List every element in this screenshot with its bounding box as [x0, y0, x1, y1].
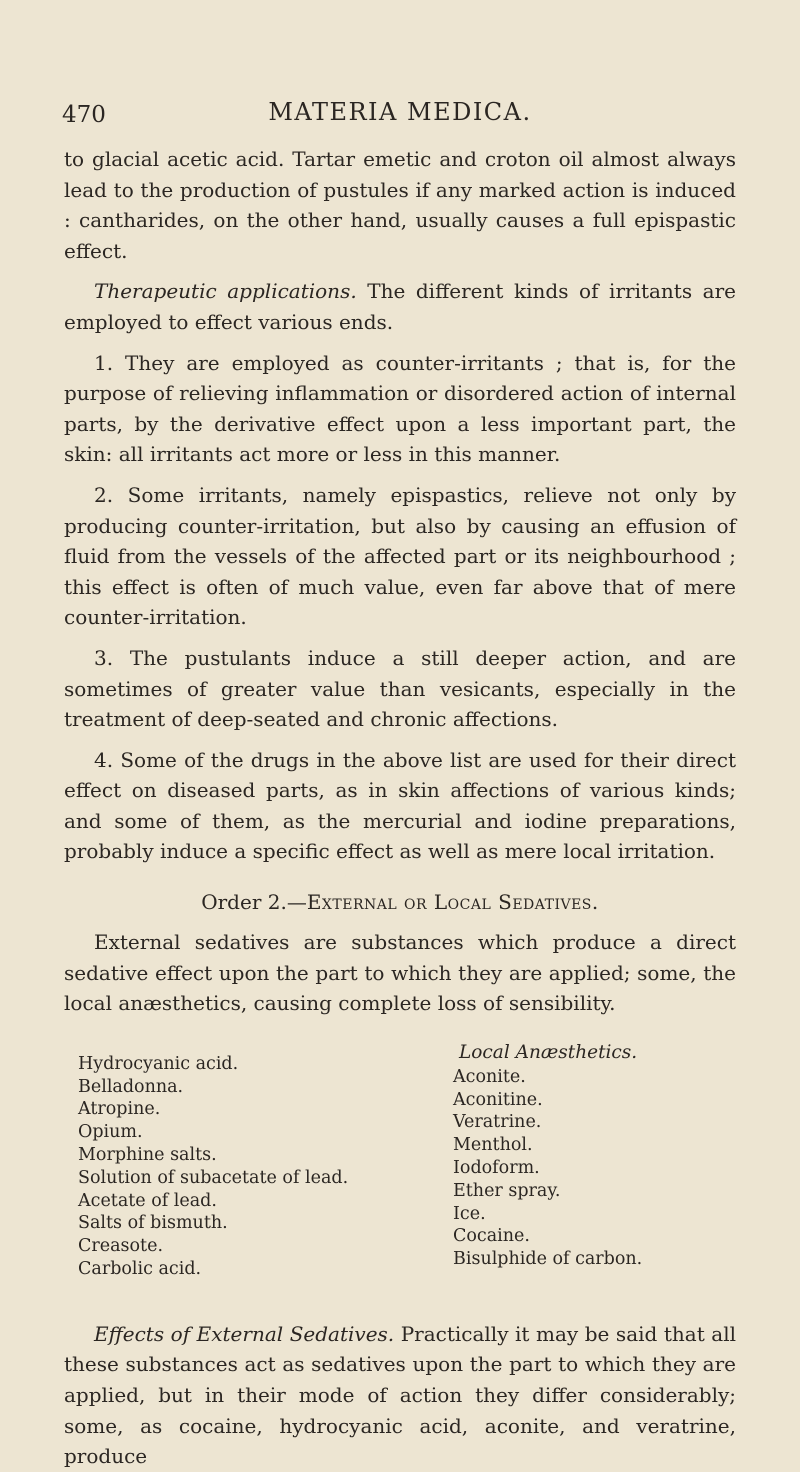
list-item: Iodoform. [453, 1158, 540, 1179]
intro-paragraph: to glacial acetic acid. Tartar emetic and croton oil almost always lead to the production of pustules if any marked action is induced : cantharides, on the other hand, usually causes a full epispastic effect. [64, 147, 736, 263]
therapeutic-heading: Therapeutic applications. [94, 279, 357, 304]
list-item: Ice. [453, 1203, 486, 1224]
order-prefix: Order 2.— [201, 890, 307, 915]
list-item: Menthol. [453, 1135, 533, 1156]
numbered-paragraph-1: 1. They are employed as counter-irritants ; that is, for the purpose of relieving inflammation or disordered action of internal parts, by the derivative effect upon a less important part, the skin: all irritants act more or less in this manner. [64, 350, 736, 467]
list-item: Opium. [78, 1122, 143, 1143]
list-item: Salts of bismuth. [78, 1213, 228, 1234]
numbered-paragraph-3: 3. The pustulants induce a still deeper action, and are sometimes of greater value than vesicants, especially in the treatment of deep-seated and chronic affections. [64, 645, 736, 732]
list-item: Bisulphide of carbon. [453, 1249, 643, 1270]
sedatives-list [78, 1053, 458, 1281]
running-title: MATERIA MEDICA. [268, 98, 532, 126]
list-item: Atropine. [78, 1099, 161, 1120]
page-number: 470 [62, 102, 106, 128]
effects-body: Practically it may be said that all these substances act as sedatives upon the part to which they are applied, but in their mode of action they differ considerably; some, as cocaine, hydrocyanic acid, aconite, and veratrine, produce [64, 1321, 736, 1469]
page-header [0, 92, 800, 132]
list-item: Cocaine. [453, 1226, 530, 1247]
drug-lists [64, 1041, 736, 1311]
numbered-paragraph-2: 2. Some irritants, namely epispastics, relieve not only by producing counter-irritation, but also by causing an effusion of fluid from the vessels of the affected part or its neighbourhood ; this effect is often of much value, even far above that of mere counter-irritation. [64, 482, 736, 630]
local-anaesthetics-heading: Local Anæsthetics. [459, 1041, 638, 1063]
list-item: Acetate of lead. [78, 1190, 217, 1211]
page-body [64, 144, 736, 1472]
sedatives-intro-paragraph: External sedatives are substances which produce a direct sedative effect upon the part to which they are applied; some, the local anæsthetics, causing complete loss of sensibility. [64, 930, 736, 1016]
list-item: Solution of subacetate of lead. [78, 1167, 349, 1188]
list-item: Ether spray. [453, 1180, 561, 1201]
list-item: Veratrine. [453, 1112, 542, 1133]
list-item: Creasote. [78, 1236, 164, 1257]
list-item: Aconitine. [453, 1089, 543, 1110]
effects-heading: Effects of External Sedatives. [94, 1321, 395, 1346]
therapeutic-body: The different kinds of irritants are employed to effect various ends. [64, 279, 736, 334]
local-anaesthetics-list [453, 1041, 743, 1271]
list-item: Morphine salts. [78, 1145, 217, 1166]
list-item: Carbolic acid. [78, 1259, 202, 1280]
order-heading [64, 887, 736, 917]
list-item: Hydrocyanic acid. [78, 1053, 239, 1074]
list-item: Aconite. [453, 1066, 526, 1087]
numbered-paragraph-4: 4. Some of the drugs in the above list are used for their direct effect on diseased parts, as in skin affections of various kinds; and some of them, as the mercurial and iodine preparations, probably induce a specific effect as well as mere local irritation. [64, 747, 736, 864]
effects-paragraph [64, 1319, 736, 1472]
therapeutic-paragraph [64, 276, 736, 337]
list-item: Belladonna. [78, 1076, 184, 1097]
order-title: External or Local Sedatives. [306, 890, 599, 915]
